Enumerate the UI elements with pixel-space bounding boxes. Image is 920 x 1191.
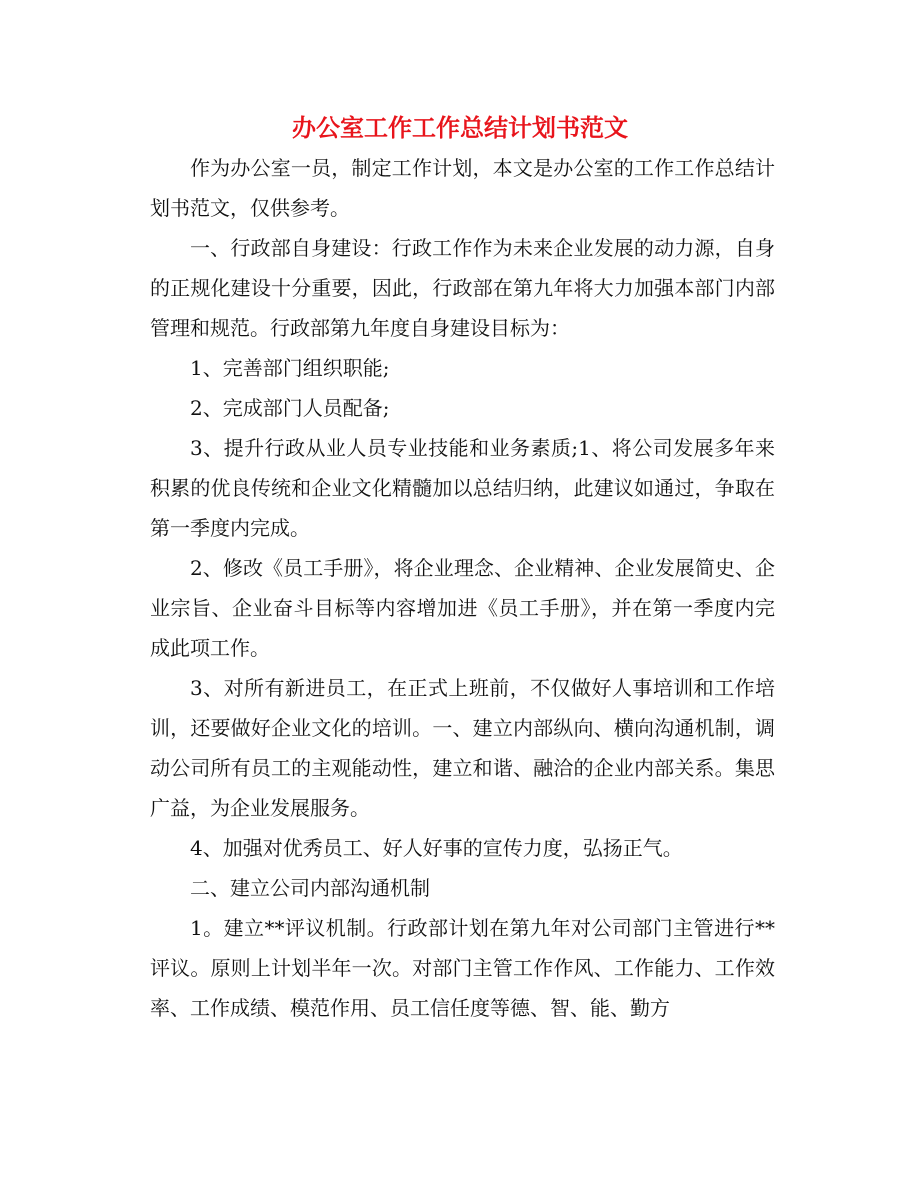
paragraph-employee-handbook: 2、修改《员工手册》，将企业理念、企业精神、企业发展简史、企业宗旨、企业奋斗目标等内容增加进《员工手册》，并在第一季度内完成此项工作。 xyxy=(150,556,775,660)
paragraph-intro: 作为办公室一员，制定工作计划，本文是办公室的工作工作总结计划书范文，仅供参考。 xyxy=(150,156,775,220)
document-title: 办公室工作工作总结计划书范文 xyxy=(292,113,628,142)
paragraph-admin-self-building: 一、行政部自身建设：行政工作作为未来企业发展的动力源，自身的正规化建设十分重要，因此，行政部在第九年将大力加强本部门内部管理和规范。行政部第九年度自身建设目标为： xyxy=(150,236,775,340)
paragraph-publicity: 4、加强对优秀员工、好人好事的宣传力度，弘扬正气。 xyxy=(190,836,683,860)
paragraph-section-heading-communication: 二、建立公司内部沟通机制 xyxy=(190,876,430,900)
paragraph-item-3: 3、提升行政从业人员专业技能和业务素质;1、将公司发展多年来积累的优良传统和企业文化精髓加以总结归纳，此建议如通过，争取在第一季度内完成。 xyxy=(150,436,775,540)
document-body xyxy=(150,148,775,1028)
paragraph-item-1: 1、完善部门组织职能; xyxy=(190,356,390,380)
paragraph-new-employee-training: 3、对所有新进员工，在正式上班前，不仅做好人事培训和工作培训，还要做好企业文化的培训。一、建立内部纵向、横向沟通机制，调动公司所有员工的主观能动性，建立和谐、融洽的企业内部关系。集思广益，为企业发展服务。 xyxy=(150,676,775,820)
paragraph-evaluation-mechanism: 1。建立**评议机制。行政部计划在第九年对公司部门主管进行**评议。原则上计划半年一次。对部门主管工作作风、工作能力、工作效率、工作成绩、模范作用、员工信任度等德、智、能、勤方 xyxy=(150,916,775,1020)
paragraph-item-2: 2、完成部门人员配备; xyxy=(190,396,390,420)
